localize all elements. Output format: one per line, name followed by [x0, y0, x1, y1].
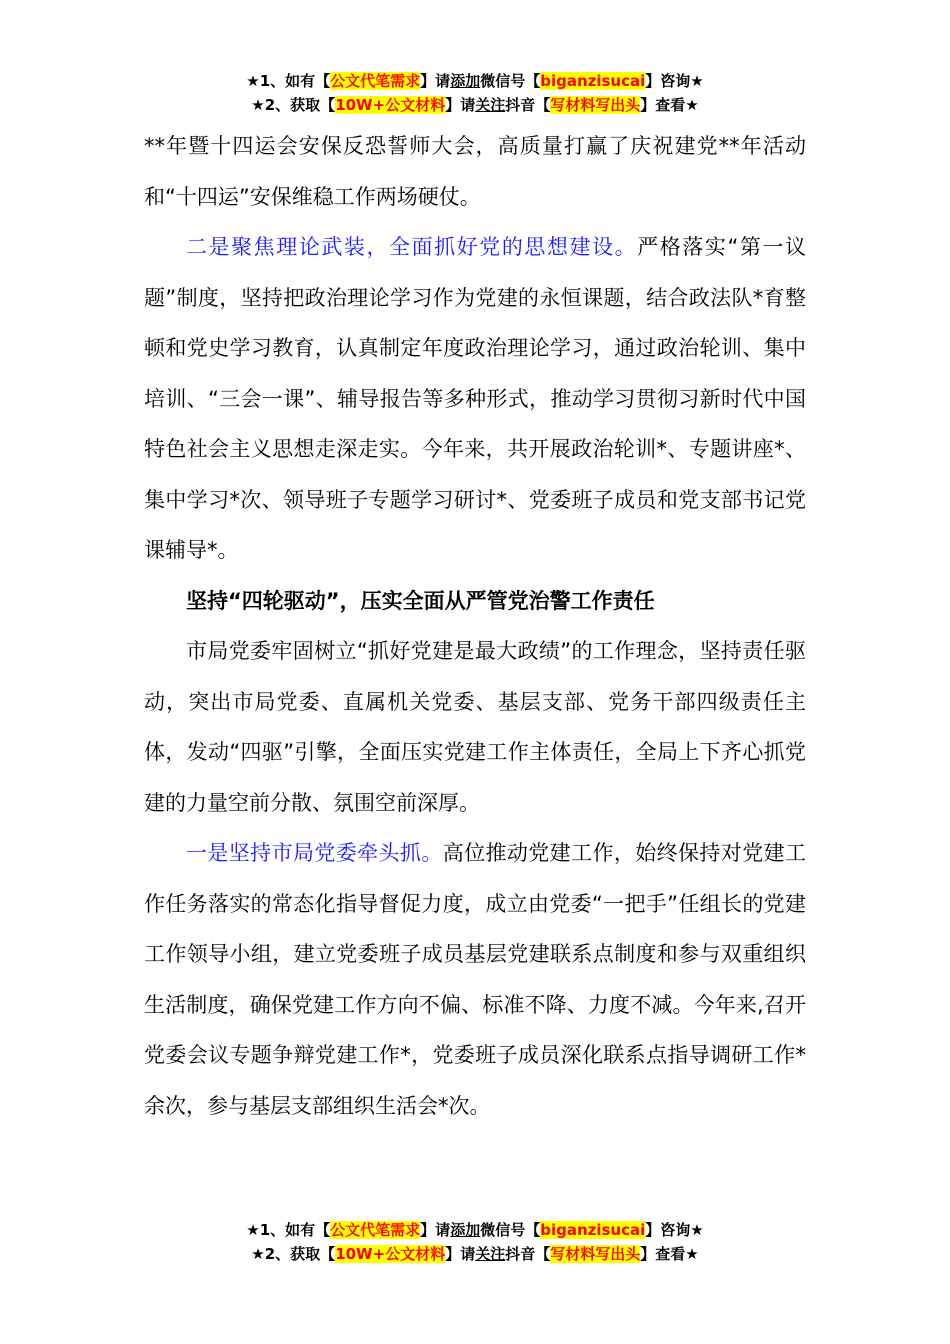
promo-text: 】查看★	[640, 1245, 699, 1263]
promo-highlight: 公文代笔需求	[330, 1221, 421, 1239]
promo-text: 】请	[420, 72, 451, 90]
promo-highlight: biganzisucai	[540, 72, 646, 90]
promo-highlight: 写材料写出头	[550, 96, 641, 114]
promo-text: 】请	[420, 1221, 451, 1239]
promo-text: ★1、如有【	[246, 1221, 331, 1239]
promo-line-1	[0, 1218, 950, 1242]
promo-text: ★2、获取【	[251, 1245, 336, 1263]
promo-text: ★2、获取【	[251, 96, 336, 114]
paragraph-body: 高位推动党建工作，始终保持对党建工作任务落实的常态化指导督促力度，成立由党委“一把手”任组长的党建工作领导小组，建立党委班子成员基层党建联系点制度和参与双重组织生活制度，确保党建工作方向不偏、标准不降、力度不减。今年来,召开党委会议专题争辩党建工作*，党委班子成员深化联系点指导调研工作*余次，参与基层支部组织生活会*次。	[144, 841, 807, 1118]
promo-line-1	[0, 69, 950, 93]
promo-highlight: 写材料写出头	[550, 1245, 641, 1263]
paragraph-theory	[144, 222, 806, 576]
promo-text: 抖音【	[505, 1245, 551, 1263]
promo-text: 】请	[445, 1245, 476, 1263]
promo-line-2	[0, 93, 950, 117]
paragraph-responsibility: 市局党委牢固树立“抓好党建是最大政绩”的工作理念，坚持责任驱动，突出市局党委、直属机关党委、基层支部、党务干部四级责任主体，发动“四驱”引擎，全面压实党建工作主体责任，全局上下齐心抓党建的力量空前分散、氛围空前深厚。	[144, 639, 806, 815]
paragraph-lead-sentence: 一是坚持市局党委牵头抓。	[186, 841, 443, 865]
promo-text: 】请	[445, 96, 476, 114]
document-body	[144, 121, 806, 1131]
promo-banner-top	[0, 69, 950, 117]
promo-text: 】查看★	[640, 96, 699, 114]
promo-text: 微信号【	[480, 1221, 541, 1239]
promo-underlined-text: 关注	[475, 96, 506, 114]
promo-text: 微信号【	[480, 72, 541, 90]
promo-text: 】咨询★	[645, 1221, 704, 1239]
promo-line-2	[0, 1242, 950, 1266]
paragraph-party-committee	[144, 828, 806, 1131]
promo-underlined-text: 添加	[450, 1221, 481, 1239]
promo-highlight: biganzisucai	[540, 1221, 646, 1239]
promo-underlined-text: 关注	[475, 1245, 506, 1263]
promo-text: 抖音【	[505, 96, 551, 114]
paragraph-continued: **年暨十四运会安保反恐誓师大会，高质量打赢了庆祝建党**年活动和“十四运”安保维稳工作两场硬仗。	[144, 134, 806, 209]
promo-highlight: 公文代笔需求	[330, 72, 421, 90]
paragraph-body: 严格落实“第一议题”制度，坚持把政治理论学习作为党建的永恒课题，结合政法队*育整顿和党史学习教育，认真制定年度政治理论学习，通过政治轮训、集中培训、“三会一课”、辅导报告等多种形式，推动学习贯彻习新时代中国特色社会主义思想走深走实。今年来，共开展政治轮训*、专题讲座*、集中学习*次、领导班子专题学习研讨*、党委班子成员和党支部书记党课辅导*。	[144, 235, 806, 562]
section-heading: 坚持“四轮驱动”，压实全面从严管党治警工作责任	[186, 588, 655, 613]
promo-highlight: 10W+公文材料	[335, 96, 446, 114]
promo-text: ★1、如有【	[246, 72, 331, 90]
promo-text: 】咨询★	[645, 72, 704, 90]
promo-underlined-text: 添加	[450, 72, 481, 90]
promo-banner-bottom	[0, 1218, 950, 1266]
paragraph-lead-sentence: 二是聚焦理论武装，全面抓好党的思想建设。	[186, 235, 638, 259]
promo-highlight: 10W+公文材料	[335, 1245, 446, 1263]
